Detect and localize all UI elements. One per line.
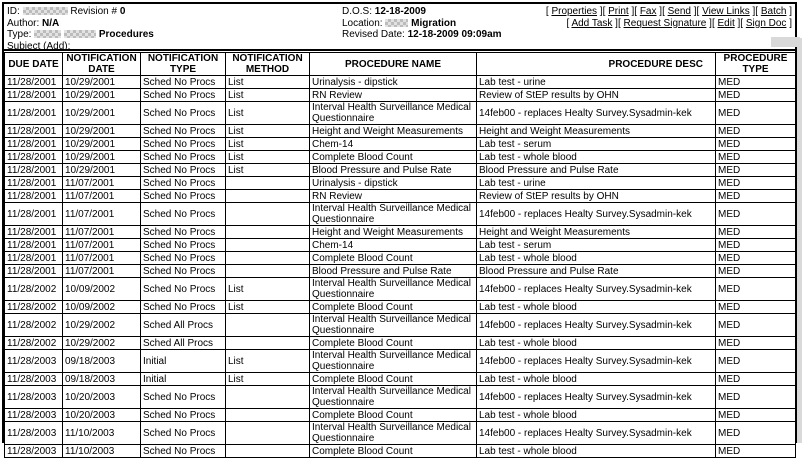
request-signature-link[interactable]: [ Request Signature ] (618, 18, 712, 29)
cell-notification-date: 11/07/2001 (63, 203, 141, 226)
cell-due-date: 11/28/2003 (5, 373, 63, 386)
cell-notification-date: 10/09/2002 (63, 301, 141, 314)
id-line (7, 6, 154, 18)
cell-procedure-desc: Lab test - serum (477, 239, 716, 252)
cell-notification-type: Sched No Procs (141, 409, 226, 422)
cell-notification-type: Sched No Procs (141, 265, 226, 278)
col-header-procedure-desc: PROCEDURE DESC (477, 53, 716, 76)
document-page (2, 2, 797, 457)
cell-notification-type: Sched No Procs (141, 252, 226, 265)
cell-procedure-desc: Lab test - whole blood (477, 337, 716, 350)
document-header (4, 4, 795, 51)
table-row (5, 278, 796, 301)
print-link[interactable]: [ Print ] (603, 6, 635, 17)
fax-link[interactable]: [ Fax ] (634, 6, 662, 17)
type-line (7, 29, 154, 41)
cell-procedure-name: Interval Health Surveillance Medical Questionnaire (310, 350, 477, 373)
cell-procedure-desc: 14feb00 - replaces Healty Survey.Sysadmin-kek (477, 422, 716, 445)
sign-doc-link[interactable]: [ Sign Doc ] (740, 18, 792, 29)
table-row (5, 252, 796, 265)
procedures-table (4, 52, 796, 458)
add-task-link[interactable]: [ Add Task ] (566, 18, 618, 29)
cell-procedure-type: MED (716, 314, 796, 337)
revision-value: 0 (119, 6, 126, 17)
cell-procedure-type: MED (716, 301, 796, 314)
cell-procedure-desc: 14feb00 - replaces Healty Survey.Sysadmin-kek (477, 278, 716, 301)
cell-procedure-desc: 14feb00 - replaces Healty Survey.Sysadmin-kek (477, 102, 716, 125)
cell-notification-type: Sched No Procs (141, 89, 226, 102)
cell-notification-date: 10/29/2001 (63, 76, 141, 89)
col-header-procedure-name: PROCEDURE NAME (310, 53, 477, 76)
cell-notification-method (226, 314, 310, 337)
cell-notification-type: Sched No Procs (141, 164, 226, 177)
cell-notification-date: 11/07/2001 (63, 190, 141, 203)
cell-procedure-desc: Height and Weight Measurements (477, 226, 716, 239)
type-value: Procedures (98, 29, 154, 40)
cell-procedure-type: MED (716, 278, 796, 301)
cell-procedure-desc: Lab test - whole blood (477, 252, 716, 265)
cell-due-date: 11/28/2001 (5, 89, 63, 102)
cell-procedure-name: Interval Health Surveillance Medical Questionnaire (310, 386, 477, 409)
cell-notification-type: Sched No Procs (141, 445, 226, 458)
cell-due-date: 11/28/2001 (5, 265, 63, 278)
table-row (5, 125, 796, 138)
cell-procedure-type: MED (716, 164, 796, 177)
cell-notification-date: 10/20/2003 (63, 409, 141, 422)
cell-procedure-name: Complete Blood Count (310, 373, 477, 386)
revision-label: Revision # (70, 6, 118, 17)
redacted-id-value (23, 7, 68, 15)
type-label: Type: (7, 29, 32, 40)
table-row (5, 422, 796, 445)
redacted-location-value (385, 19, 408, 27)
table-row (5, 203, 796, 226)
cell-procedure-name: Interval Health Surveillance Medical Questionnaire (310, 203, 477, 226)
cell-procedure-type: MED (716, 125, 796, 138)
cell-notification-type: Sched No Procs (141, 203, 226, 226)
cell-procedure-type: MED (716, 203, 796, 226)
cell-procedure-desc: Lab test - serum (477, 138, 716, 151)
cell-due-date: 11/28/2001 (5, 190, 63, 203)
table-row (5, 151, 796, 164)
cell-notification-type: Sched All Procs (141, 314, 226, 337)
cell-due-date: 11/28/2001 (5, 102, 63, 125)
cell-notification-method (226, 226, 310, 239)
table-row (5, 350, 796, 373)
cell-procedure-type: MED (716, 409, 796, 422)
cell-procedure-name: Chem-14 (310, 239, 477, 252)
cell-procedure-type: MED (716, 265, 796, 278)
cell-notification-method (226, 190, 310, 203)
cell-procedure-name: Blood Pressure and Pulse Rate (310, 265, 477, 278)
dos-label: D.O.S: (342, 6, 373, 17)
cell-notification-type: Sched No Procs (141, 422, 226, 445)
col-header-due-date: DUE DATE (5, 53, 63, 76)
cell-notification-type: Sched No Procs (141, 278, 226, 301)
cell-notification-date: 10/29/2001 (63, 125, 141, 138)
cell-procedure-type: MED (716, 89, 796, 102)
cell-notification-method (226, 422, 310, 445)
cell-procedure-desc: Lab test - whole blood (477, 445, 716, 458)
cell-procedure-type: MED (716, 337, 796, 350)
cell-procedure-name: Complete Blood Count (310, 301, 477, 314)
cell-procedure-name: Complete Blood Count (310, 445, 477, 458)
cell-due-date: 11/28/2003 (5, 422, 63, 445)
cell-notification-date: 10/09/2002 (63, 278, 141, 301)
cell-notification-date: 10/29/2002 (63, 314, 141, 337)
cell-procedure-type: MED (716, 102, 796, 125)
cell-procedure-name: RN Review (310, 89, 477, 102)
actions-row-2 (546, 18, 792, 30)
author-line (7, 18, 154, 30)
revised-value: 12-18-2009 09:09am (407, 29, 502, 40)
table-row (5, 138, 796, 151)
cell-procedure-type: MED (716, 138, 796, 151)
cell-notification-type: Sched No Procs (141, 102, 226, 125)
cell-procedure-name: Height and Weight Measurements (310, 125, 477, 138)
cell-procedure-name: Interval Health Surveillance Medical Questionnaire (310, 278, 477, 301)
procedures-tbody (5, 76, 796, 458)
cell-procedure-desc: 14feb00 - replaces Healty Survey.Sysadmin-kek (477, 386, 716, 409)
cell-notification-date: 10/29/2001 (63, 89, 141, 102)
cell-notification-date: 09/18/2003 (63, 350, 141, 373)
revised-label: Revised Date: (342, 29, 405, 40)
table-row (5, 373, 796, 386)
cell-due-date: 11/28/2003 (5, 409, 63, 422)
cell-due-date: 11/28/2001 (5, 252, 63, 265)
send-link[interactable]: [ Send ] (662, 6, 696, 17)
cell-notification-date: 09/18/2003 (63, 373, 141, 386)
col-header-notification-type: NOTIFICATION TYPE (141, 53, 226, 76)
cell-notification-method: List (226, 102, 310, 125)
cell-procedure-name: Blood Pressure and Pulse Rate (310, 164, 477, 177)
cell-notification-date: 11/07/2001 (63, 252, 141, 265)
cell-due-date: 11/28/2001 (5, 151, 63, 164)
cell-procedure-desc: 14feb00 - replaces Healty Survey.Sysadmin-kek (477, 350, 716, 373)
cell-procedure-name: Interval Health Surveillance Medical Questionnaire (310, 422, 477, 445)
cell-due-date: 11/28/2001 (5, 76, 63, 89)
properties-link[interactable]: [ Properties ] (546, 6, 603, 17)
cell-notification-type: Sched No Procs (141, 177, 226, 190)
cell-notification-method: List (226, 89, 310, 102)
cell-procedure-desc: Lab test - whole blood (477, 409, 716, 422)
cell-procedure-name: Complete Blood Count (310, 409, 477, 422)
cell-procedure-desc: Lab test - urine (477, 76, 716, 89)
cell-due-date: 11/28/2001 (5, 164, 63, 177)
cell-due-date: 11/28/2003 (5, 350, 63, 373)
header-corner-artifact (771, 37, 800, 47)
cell-notification-type: Sched No Procs (141, 226, 226, 239)
subject-suffix: ): (64, 40, 71, 52)
view-links-link[interactable]: [ View Links ] (697, 6, 756, 17)
cell-procedure-desc: Blood Pressure and Pulse Rate (477, 164, 716, 177)
cell-procedure-name: Urinalysis - dipstick (310, 76, 477, 89)
cell-notification-date: 10/29/2001 (63, 102, 141, 125)
cell-notification-type: Sched All Procs (141, 337, 226, 350)
cell-procedure-type: MED (716, 350, 796, 373)
cell-notification-method: List (226, 373, 310, 386)
table-row (5, 177, 796, 190)
cell-procedure-type: MED (716, 373, 796, 386)
cell-due-date: 11/28/2003 (5, 445, 63, 458)
cell-procedure-desc: Lab test - whole blood (477, 151, 716, 164)
cell-notification-type: Sched No Procs (141, 138, 226, 151)
location-value: Migration (411, 17, 457, 29)
table-row (5, 164, 796, 177)
header-actions (546, 6, 792, 29)
author-value: N/A (42, 17, 60, 29)
cell-procedure-name: Complete Blood Count (310, 337, 477, 350)
subject-line (7, 41, 154, 53)
cell-due-date: 11/28/2001 (5, 226, 63, 239)
cell-procedure-desc: Review of StEP results by OHN (477, 89, 716, 102)
cell-notification-method (226, 409, 310, 422)
cell-notification-method: List (226, 278, 310, 301)
cell-notification-date: 11/07/2001 (63, 239, 141, 252)
table-row (5, 265, 796, 278)
table-row (5, 76, 796, 89)
cell-procedure-name: RN Review (310, 190, 477, 203)
col-header-notification-date: NOTIFICATION DATE (63, 53, 141, 76)
cell-notification-method (226, 177, 310, 190)
location-label: Location: (342, 17, 383, 29)
cell-notification-method: List (226, 76, 310, 89)
cell-due-date: 11/28/2001 (5, 125, 63, 138)
cell-due-date: 11/28/2002 (5, 314, 63, 337)
cell-procedure-desc: 14feb00 - replaces Healty Survey.Sysadmin-kek (477, 203, 716, 226)
table-row (5, 445, 796, 458)
header-left-block (7, 6, 154, 52)
cell-procedure-desc: 14feb00 - replaces Healty Survey.Sysadmin-kek (477, 314, 716, 337)
edit-link[interactable]: [ Edit ] (712, 18, 740, 29)
cell-notification-method (226, 252, 310, 265)
cell-notification-type: Sched No Procs (141, 386, 226, 409)
cell-procedure-desc: Height and Weight Measurements (477, 125, 716, 138)
redacted-type-value-2 (64, 30, 96, 38)
cell-procedure-desc: Lab test - whole blood (477, 373, 716, 386)
cell-notification-date: 11/07/2001 (63, 226, 141, 239)
dos-line (342, 6, 502, 18)
table-row (5, 386, 796, 409)
cell-procedure-desc: Review of StEP results by OHN (477, 190, 716, 203)
cell-procedure-type: MED (716, 252, 796, 265)
cell-notification-type: Sched No Procs (141, 301, 226, 314)
cell-notification-date: 11/10/2003 (63, 445, 141, 458)
cell-procedure-type: MED (716, 190, 796, 203)
cell-notification-date: 10/29/2001 (63, 151, 141, 164)
table-row (5, 190, 796, 203)
cell-procedure-type: MED (716, 445, 796, 458)
location-line (342, 18, 502, 30)
cell-procedure-type: MED (716, 151, 796, 164)
table-row (5, 337, 796, 350)
actions-row-1 (546, 6, 792, 18)
cell-notification-type: Sched No Procs (141, 125, 226, 138)
cell-procedure-name: Complete Blood Count (310, 151, 477, 164)
cell-procedure-desc: Blood Pressure and Pulse Rate (477, 265, 716, 278)
cell-notification-type: Sched No Procs (141, 76, 226, 89)
cell-notification-date: 11/10/2003 (63, 422, 141, 445)
cell-notification-method (226, 337, 310, 350)
cell-procedure-type: MED (716, 422, 796, 445)
cell-procedure-name: Complete Blood Count (310, 252, 477, 265)
cell-due-date: 11/28/2003 (5, 386, 63, 409)
col-header-procedure-type: PROCEDURE TYPE (716, 53, 796, 76)
cell-notification-method: List (226, 350, 310, 373)
batch-link[interactable]: [ Batch ] (755, 6, 792, 17)
cell-due-date: 11/28/2001 (5, 138, 63, 151)
cell-due-date: 11/28/2002 (5, 337, 63, 350)
cell-notification-date: 11/07/2001 (63, 177, 141, 190)
cell-procedure-desc: Lab test - whole blood (477, 301, 716, 314)
cell-due-date: 11/28/2002 (5, 301, 63, 314)
id-label: ID: (7, 6, 20, 17)
cell-notification-method (226, 265, 310, 278)
cell-notification-method: List (226, 301, 310, 314)
cell-notification-date: 10/29/2001 (63, 138, 141, 151)
header-middle-block (342, 6, 502, 41)
cell-procedure-name: Interval Health Surveillance Medical Questionnaire (310, 314, 477, 337)
cell-procedure-type: MED (716, 386, 796, 409)
cell-notification-method: List (226, 138, 310, 151)
cell-notification-type: Initial (141, 373, 226, 386)
cell-notification-type: Sched No Procs (141, 151, 226, 164)
cell-notification-method: List (226, 164, 310, 177)
table-row (5, 89, 796, 102)
cell-procedure-name: Chem-14 (310, 138, 477, 151)
window-edge-strip (797, 38, 802, 443)
cell-procedure-type: MED (716, 177, 796, 190)
table-row (5, 301, 796, 314)
cell-due-date: 11/28/2002 (5, 278, 63, 301)
table-row (5, 314, 796, 337)
cell-notification-method (226, 203, 310, 226)
cell-procedure-name: Height and Weight Measurements (310, 226, 477, 239)
revised-line (342, 29, 502, 41)
cell-notification-date: 10/20/2003 (63, 386, 141, 409)
cell-notification-method: List (226, 151, 310, 164)
cell-procedure-type: MED (716, 239, 796, 252)
cell-notification-date: 11/07/2001 (63, 265, 141, 278)
cell-due-date: 11/28/2001 (5, 203, 63, 226)
cell-procedure-desc: Lab test - urine (477, 177, 716, 190)
table-row (5, 239, 796, 252)
cell-procedure-name: Interval Health Surveillance Medical Questionnaire (310, 102, 477, 125)
col-header-notification-method: NOTIFICATION METHOD (226, 53, 310, 76)
cell-notification-method (226, 445, 310, 458)
cell-due-date: 11/28/2001 (5, 239, 63, 252)
cell-procedure-type: MED (716, 76, 796, 89)
table-row (5, 409, 796, 422)
cell-due-date: 11/28/2001 (5, 177, 63, 190)
subject-label: Subject ( (7, 40, 47, 52)
redacted-type-value-1 (34, 30, 61, 38)
table-row (5, 102, 796, 125)
cell-notification-method (226, 386, 310, 409)
cell-notification-date: 10/29/2001 (63, 164, 141, 177)
cell-notification-type: Sched No Procs (141, 239, 226, 252)
cell-notification-type: Sched No Procs (141, 190, 226, 203)
subject-add-link[interactable]: Add (46, 40, 65, 52)
cell-notification-date: 10/29/2002 (63, 337, 141, 350)
cell-notification-method (226, 239, 310, 252)
cell-notification-type: Initial (141, 350, 226, 373)
cell-procedure-name: Urinalysis - dipstick (310, 177, 477, 190)
table-row (5, 226, 796, 239)
cell-procedure-type: MED (716, 226, 796, 239)
dos-value: 12-18-2009 (374, 6, 426, 17)
cell-notification-method: List (226, 125, 310, 138)
author-label: Author: (7, 17, 40, 29)
table-header-row (5, 53, 796, 76)
